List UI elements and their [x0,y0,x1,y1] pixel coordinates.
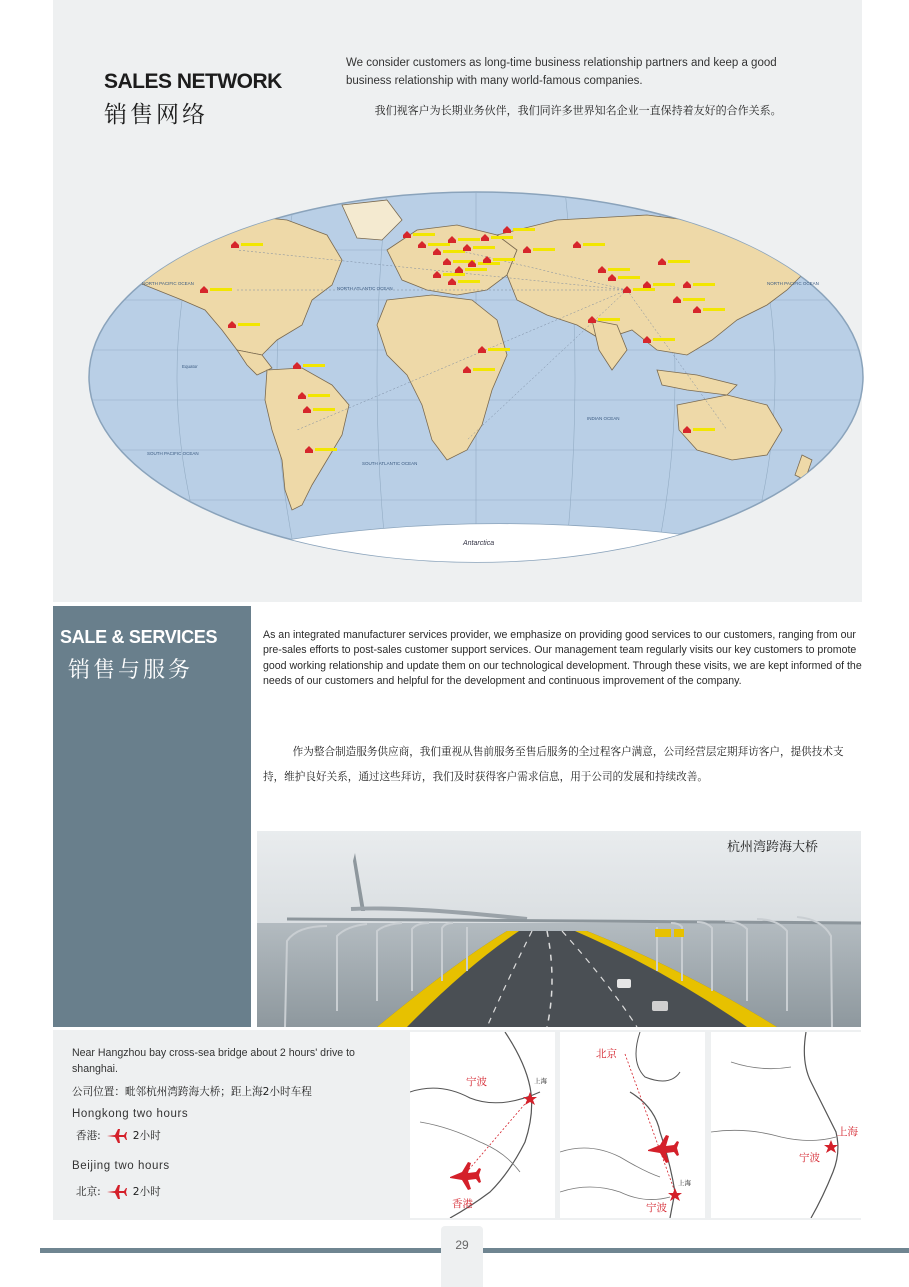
ocean-label: INDIAN OCEAN [587,416,620,421]
customer-marker-label [210,288,232,291]
customer-marker-label [598,318,620,321]
customer-marker-label [241,243,263,246]
hongkong-label: 香港: [76,1130,101,1142]
customer-marker-label [315,448,337,451]
ningbo-label: 宁波 [466,1076,487,1088]
ocean-label: NORTH ATLANTIC OCEAN [337,286,393,291]
sale-services-title-cn: 销售与服务 [68,658,194,683]
map-beijing-ningbo [560,1032,705,1218]
shanghai-label: 上海 [678,1179,691,1187]
bridge-photo [257,831,861,1027]
customer-marker-label [653,338,675,341]
customer-marker-label [443,250,465,253]
customer-marker-label [491,236,513,239]
customer-marker-label [633,288,655,291]
sale-services-title: SALE & SERVICES [60,627,218,647]
hongkong-time-cn [76,1128,161,1143]
location-text-cn: 公司位置：毗邻杭州湾跨海大桥；距上海2小时车程 [72,1086,312,1098]
sale-services-text-cn: 作为整合制造服务供应商，我们重视从售前服务至售后服务的全过程客户满意，公司经营层定期拜访客户，提供技术支持，维护良好关系，通过这些拜访，我们及时获得客户需求信息，用于公司的发展和持续改善。 [263,746,844,783]
customer-marker-label [693,428,715,431]
customer-marker-label [473,246,495,249]
beijing-time-cn [76,1184,161,1199]
ocean-label: SOUTH PACIFIC OCEAN [147,451,199,456]
customer-marker-label [693,283,715,286]
location-text: Near Hangzhou bay cross-sea bridge about 2 hours' drive to shanghai. [72,1047,355,1075]
customer-marker-label [443,273,465,276]
customer-marker-label [458,238,480,241]
shanghai-label: 上海 [534,1077,547,1085]
sales-network-text-cn: 我们视客户为长期业务伙伴，我们同许多世界知名企业一直保持着友好的合作关系。 [374,104,782,117]
shanghai-label: 上海 [837,1126,858,1138]
customer-marker-label [533,248,555,251]
sales-network-title-cn: 销售网络 [104,102,208,128]
world-map [87,190,865,564]
ocean-label: SOUTH ATLANTIC OCEAN [362,461,418,466]
customer-marker-label [668,260,690,263]
airplane-icon [107,1129,127,1143]
customer-marker-label [313,408,335,411]
beijing-label: 北京: [76,1186,101,1198]
customer-marker-label [473,368,495,371]
map-hongkong-ningbo [410,1032,555,1218]
car [617,979,631,988]
sales-network-text: We consider customers as long-time business relationship partners and keep a good business relationship with many world-famous companies. [346,57,777,87]
customer-marker-label [618,276,640,279]
page-number: 29 [455,1238,469,1252]
customer-marker-label [308,394,330,397]
customer-marker-label [458,280,480,283]
hongkong-label: 香港 [452,1198,473,1210]
hongkong-time-en: Hongkong two hours [72,1108,189,1120]
hongkong-time: 2小时 [132,1130,161,1142]
bridge-caption: 杭州湾跨海大桥 [727,840,819,855]
customer-marker-label [583,243,605,246]
road-sign [655,929,671,937]
beijing-label: 北京 [596,1048,617,1060]
customer-marker-label [488,348,510,351]
antarctica-label: Antarctica [463,540,495,547]
ocean-label: NORTH PACIFIC OCEAN [767,281,819,286]
sales-network-title: SALES NETWORK [104,70,282,93]
car [652,1001,668,1011]
customer-marker-label [238,323,260,326]
sale-services-text: As an integrated manufacturer services provider, we emphasize on providing good services to our customers, ranging from our pre-sales efforts to post-sales customer support services. Our management team regularly visits our key customers to promote good working relationship and update them on our technological development. Through these visits, we are kept informed of the needs of our customers and helpful for the development and continuous improvement of the company. [263,629,862,688]
map-shanghai-ningbo [711,1032,861,1218]
ningbo-label: 宁波 [799,1152,820,1164]
road-sign [674,929,684,937]
ningbo-label: 宁波 [646,1202,667,1214]
beijing-time-en: Beijing two hours [72,1160,170,1172]
beijing-time: 2小时 [132,1186,161,1198]
customer-marker-label [428,243,450,246]
equator-label: Equator [182,364,198,369]
ocean-label: NORTH PACIFIC OCEAN [142,281,194,286]
customer-marker-label [465,268,487,271]
customer-marker-label [303,364,325,367]
customer-marker-label [653,283,675,286]
customer-marker-label [413,233,435,236]
page-tab [441,1226,483,1287]
customer-marker-label [493,258,515,261]
customer-marker-label [683,298,705,301]
customer-marker-label [513,228,535,231]
airplane-icon [107,1185,127,1199]
customer-marker-label [703,308,725,311]
customer-marker-label [608,268,630,271]
